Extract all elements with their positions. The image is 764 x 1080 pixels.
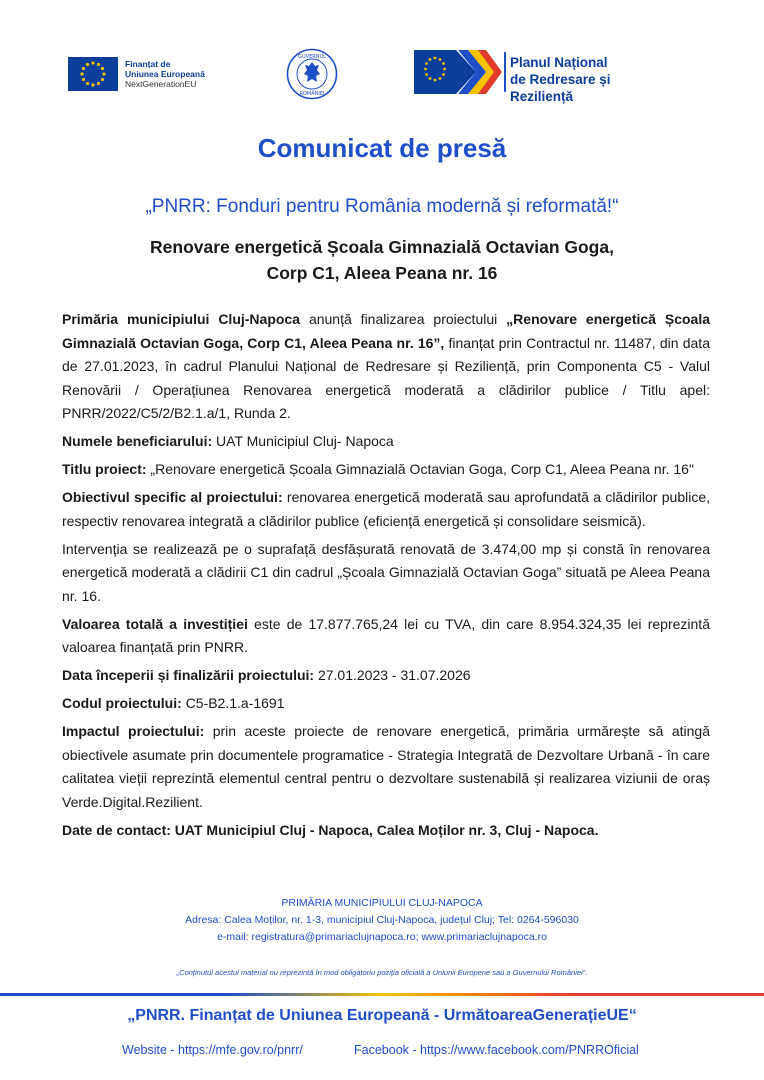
impact-value: prin aceste proiecte de renovare energetică, primăria urmărește să atingă obiectivele asumate prin documentele programatice - Strategia Integrată de Dezvoltare Urbană - în care calitatea vieții reprezintă elementul central pentru o dezvoltare sustenabilă și realizarea viziunii de oraș Verde.Digital.Rezilient. <box>62 723 710 810</box>
tricolor-divider <box>0 993 764 996</box>
seal-bottom-text: ROMÂNIEI <box>299 91 325 97</box>
paragraph-intervention <box>62 538 710 609</box>
beneficiary-value: UAT Municipiul Cluj- Napoca <box>212 433 394 449</box>
paragraph-intro <box>62 308 710 426</box>
total-value-text: este de 17.877.765,24 lei cu TVA, din care 8.954.324,35 lei reprezintă valoarea finanțată prin PNRR. <box>62 615 710 655</box>
project-heading <box>0 234 764 286</box>
pnrr-flag-icon <box>414 48 502 96</box>
footer-contact <box>0 895 764 946</box>
pnrr-logo-text <box>510 54 660 105</box>
project-title-label: Titlu proiect: <box>62 461 147 477</box>
intro-text-1: anunță finalizarea proiectului <box>300 311 507 327</box>
footer-email[interactable]: e-mail: registratura@primariaclujnapoca.ro; www.primariaclujnapoca.ro <box>217 931 547 943</box>
objective-value: renovarea energetică moderată sau aprofundată a clădirilor publice, respectiv renovarea integrată a clădirilor publice (eficiență energetică și consolidare seismică). <box>62 489 710 529</box>
project-code-label: Codul proiectului: <box>62 695 182 711</box>
eu-flag-icon <box>68 57 118 91</box>
paragraph-impact <box>62 720 710 814</box>
government-seal-icon <box>286 48 338 100</box>
paragraph-objective <box>62 486 710 533</box>
page-subtitle: „PNRR: Fonduri pentru România modernă și reformată!“ <box>145 196 619 217</box>
footer-slogan: „PNRR. Finanțat de Uniunea Europeană - UrmătoareaGenerațieUE“ <box>127 1007 637 1024</box>
objective-label: Obiectivul specific al proiectului: <box>62 489 283 505</box>
footer-facebook-link[interactable]: Facebook - https://www.facebook.com/PNRROficial <box>354 1043 639 1057</box>
project-code-value: C5-B2.1.a-1691 <box>181 695 285 711</box>
project-title-value: „Renovare energetică Școala Gimnazială Octavian Goga, Corp C1, Aleea Peana nr. 16" <box>146 461 694 477</box>
eu-logo-line1: Finanțat de <box>125 59 171 69</box>
contact-info: Date de contact: UAT Municipiul Cluj - Napoca, Calea Moților nr. 3, Cluj - Napoca. <box>62 821 599 838</box>
page-title: Comunicat de presă <box>257 133 507 163</box>
press-release-body <box>62 308 710 847</box>
footer-org: PRIMĂRIA MUNICIPIULUI CLUJ-NAPOCA <box>281 897 483 909</box>
beneficiary-label: Numele beneficiarului: <box>62 433 213 449</box>
paragraph-total-value <box>62 613 710 660</box>
dates-label: Data începerii și finalizării proiectului: <box>62 667 315 683</box>
footer-address: Adresa: Calea Moților, nr. 1-3, municipiul Cluj-Napoca, județul Cluj; Tel: 0264-596030 <box>185 914 579 926</box>
footer-website-link[interactable]: Website - https://mfe.gov.ro/pnrr/ <box>122 1043 303 1057</box>
pnrr-logo-line2: de Redresare și Reziliență <box>510 72 611 104</box>
paragraph-dates <box>62 664 710 688</box>
project-heading-line2: Corp C1, Aleea Peana nr. 16 <box>266 263 498 283</box>
seal-top-text: GUVERNUL <box>298 54 326 60</box>
intro-bold-2: „Renovare energetică Școala Gimnazială Octavian Goga, Corp C1, Aleea Peana nr. 16”, <box>62 311 710 351</box>
intro-text-2: finanțat prin Contractul nr. 11487, din data de 27.01.2023, în cadrul Planului Național de Redresare și Reziliență, prin Componenta C5 - Valul Renovării / Operațiunea Renovarea energetică moderată a clădirilor publice / Titlu apel: PNRR/2022/C5/2/B2.1.a/1, Runda 2. <box>62 334 710 421</box>
paragraph-contact <box>62 819 710 843</box>
intervention-text: Intervenția se realizează pe o suprafață desfășurată renovată de 3.474,00 mp și constă în renovarea energetică moderată a clădirii C1 din cadrul „Școala Gimnazială Octavian Goga” situată pe Aleea Peana nr. 16. <box>62 540 710 604</box>
paragraph-beneficiary <box>62 430 710 454</box>
paragraph-project-title <box>62 458 710 482</box>
footer-disclaimer: „Conținutul acestui material nu reprezintă în mod obligatoriu poziția oficială a Uniunii Europene sau a Guvernului României“. <box>176 968 588 977</box>
eu-logo-line2: Uniunea Europeană <box>125 69 205 79</box>
eu-logo-text <box>125 59 235 89</box>
intro-bold-1: Primăria municipiului Cluj-Napoca <box>62 311 301 327</box>
eu-logo <box>68 56 228 92</box>
dates-value: 27.01.2023 - 31.07.2026 <box>314 667 471 683</box>
total-value-label: Valoarea totală a investiției <box>62 615 248 632</box>
paragraph-project-code <box>62 692 710 716</box>
pnrr-logo-line1: Planul Național <box>510 55 608 70</box>
impact-label: Impactul proiectului: <box>62 723 205 739</box>
pnrr-logo <box>414 48 654 104</box>
project-heading-line1: Renovare energetică Școala Gimnazială Octavian Goga, <box>150 237 614 257</box>
eu-logo-line3: NextGenerationEU <box>125 79 197 89</box>
